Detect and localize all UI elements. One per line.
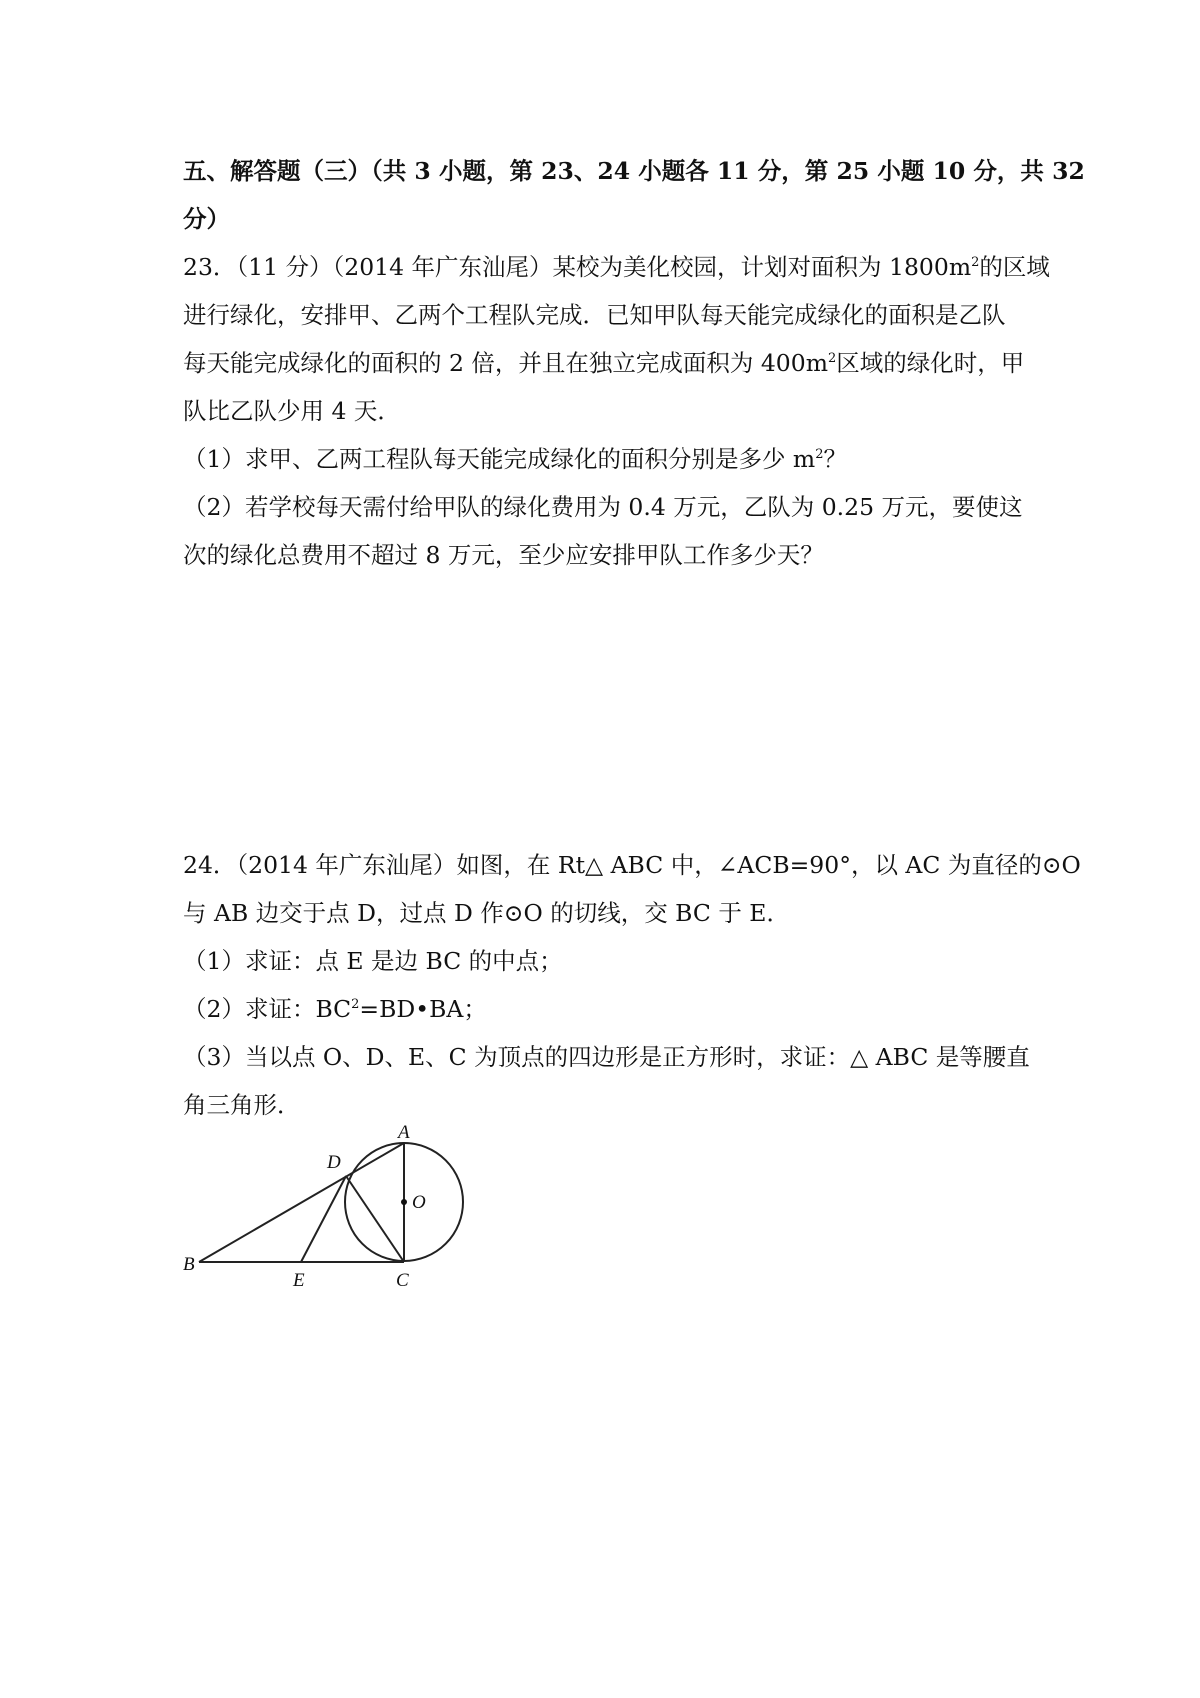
label-d: D: [327, 1152, 341, 1173]
q24-part2-tail: =BD•BA；: [359, 995, 487, 1023]
q24-part1: （1）求证：点 E 是边 BC 的中点；: [183, 947, 563, 975]
label-c: C: [396, 1270, 409, 1291]
superscript: 2: [815, 447, 824, 463]
q23-line4: 队比乙队少用 4 天．: [183, 397, 401, 425]
q23-part1-text: （1）求甲、乙两工程队每天能完成绿化的面积分别是多少 m: [183, 445, 816, 473]
segment-dc: [346, 1176, 404, 1262]
label-e: E: [293, 1270, 305, 1291]
label-b: B: [183, 1254, 195, 1275]
label-o: O: [412, 1192, 426, 1213]
segment-ba: [199, 1143, 404, 1262]
q24-part3-line2: 角三角形．: [183, 1091, 301, 1119]
q23-line1: [183, 252, 1050, 282]
center-point: [401, 1199, 407, 1205]
q23-part2-line1: （2）若学校每天需付给甲队的绿化费用为 0.4 万元，乙队为 0.25 万元，要使这: [183, 493, 1023, 521]
q23-part1: [183, 444, 847, 474]
q23-line3-text: 每天能完成绿化的面积的 2 倍，并且在独立完成面积为 400m: [183, 349, 828, 377]
superscript: 2: [351, 997, 360, 1013]
q24-part2-text: （2）求证：BC: [183, 995, 352, 1023]
geometry-figure: [175, 1120, 495, 1320]
q23-line3: [183, 348, 1024, 378]
section-heading-line2: 分）: [183, 205, 230, 233]
superscript: 2: [971, 255, 980, 271]
q24-line2: 与 AB 边交于点 D，过点 D 作⊙O 的切线，交 BC 于 E．: [183, 899, 790, 927]
superscript: 2: [828, 351, 837, 367]
q23-line1-tail: 的区域: [979, 253, 1050, 281]
q24-line1: 24．（2014 年广东汕尾）如图，在 Rt△ ABC 中，∠ACB=90°，以 AC 为直径的⊙O: [183, 851, 1081, 879]
q23-part1-tail: ？: [823, 445, 847, 473]
label-a: A: [398, 1122, 410, 1143]
q23-part2-line2: 次的绿化总费用不超过 8 万元，至少应安排甲队工作多少天？: [183, 541, 824, 569]
q23-line2: 进行绿化，安排甲、乙两个工程队完成．已知甲队每天能完成绿化的面积是乙队: [183, 301, 1006, 329]
q23-line1-text: 23．（11 分）（2014 年广东汕尾）某校为美化校园，计划对面积为 1800m: [183, 253, 972, 281]
q24-part2: [183, 994, 487, 1024]
section-heading-line1: 五、解答题（三）（共 3 小题，第 23、24 小题各 11 分，第 25 小题 10 分，共 32: [183, 157, 1085, 185]
q23-line3-tail: 区域的绿化时，甲: [836, 349, 1025, 377]
q24-part3-line1: （3）当以点 O、D、E、C 为顶点的四边形是正方形时，求证：△ ABC 是等腰直: [183, 1043, 1030, 1071]
